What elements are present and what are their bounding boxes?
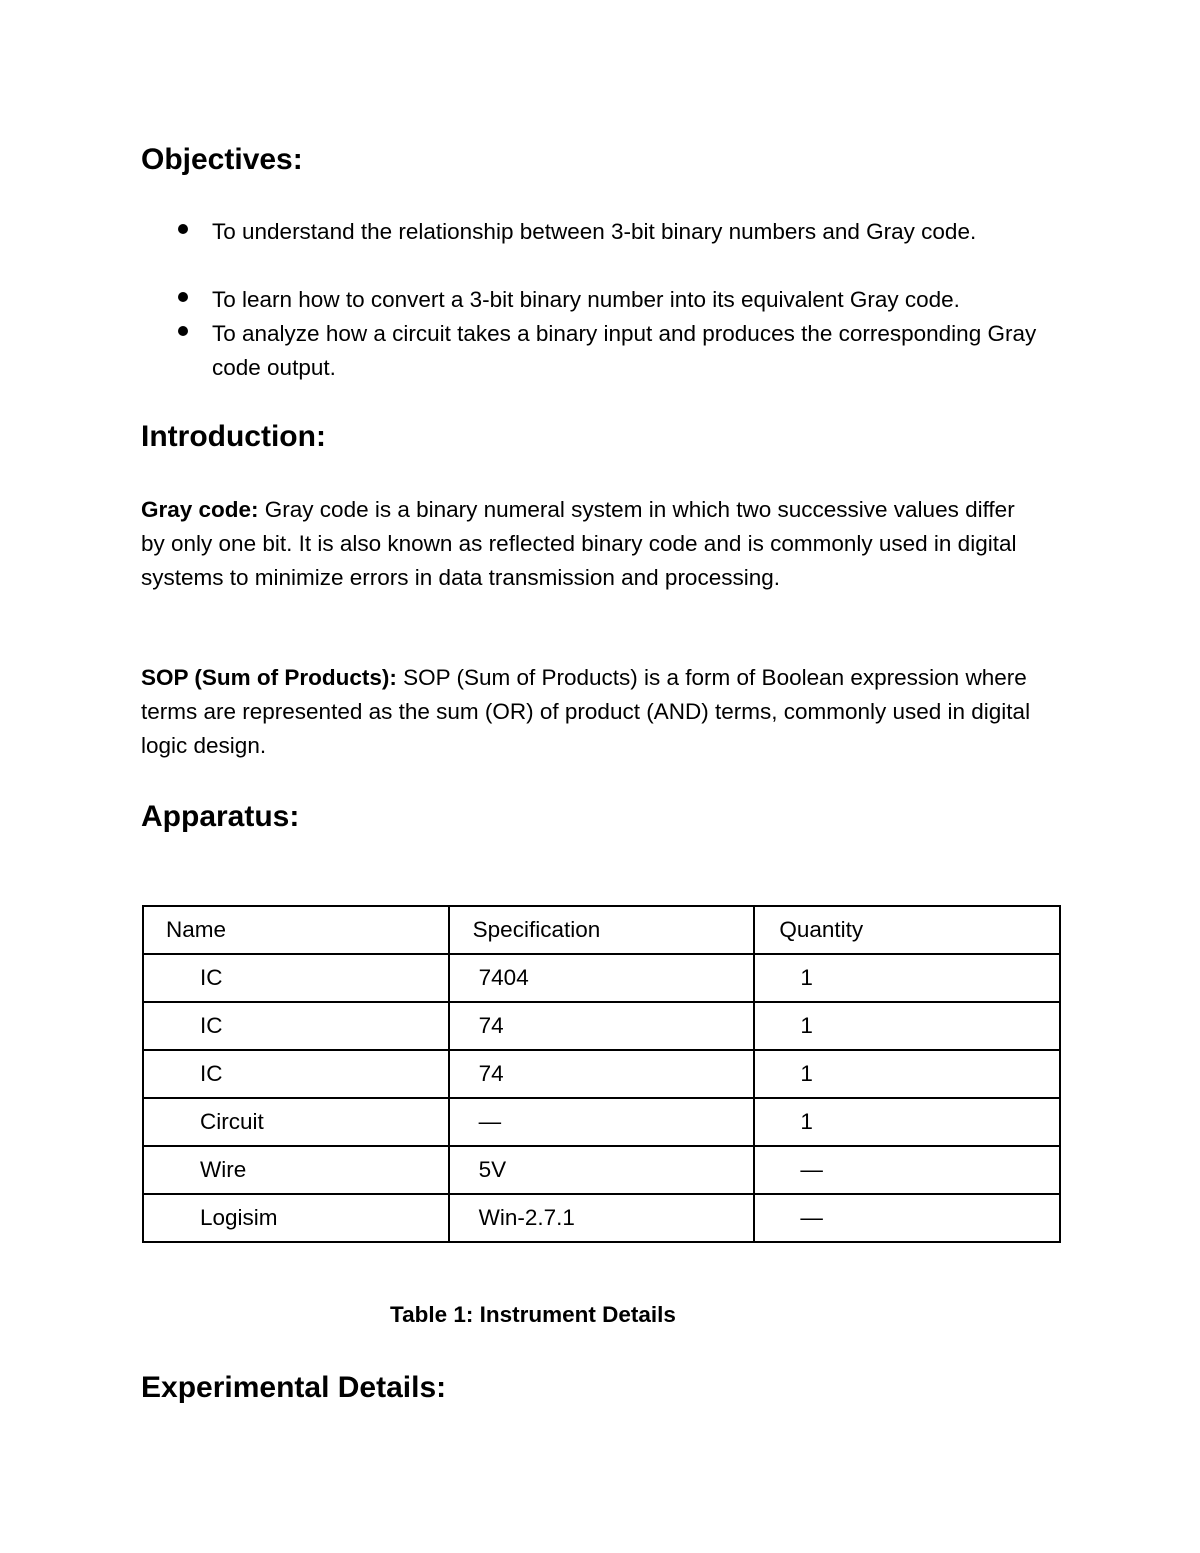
- objective-text: To understand the relationship between 3-bit binary numbers and Gray code.: [212, 219, 977, 244]
- objectives-heading: Objectives:: [141, 143, 303, 176]
- objective-item: [178, 215, 1078, 249]
- table-row: [143, 1050, 1060, 1098]
- apparatus-heading: Apparatus:: [141, 800, 300, 833]
- table-cell-specification: Win-2.7.1: [449, 1194, 755, 1242]
- objective-text: To analyze how a circuit takes a binary input and produces the corresponding Gray code output.: [212, 321, 1037, 380]
- table-row: [143, 1002, 1060, 1050]
- column-header-quantity: Quantity: [754, 906, 1060, 954]
- table-cell-name: Wire: [143, 1146, 449, 1194]
- table-row: [143, 1146, 1060, 1194]
- table-cell-specification: 74: [449, 1050, 755, 1098]
- objective-item: [178, 283, 1078, 317]
- bullet-icon: [178, 224, 188, 234]
- column-header-name: Name: [143, 906, 449, 954]
- apparatus-table: [142, 905, 1061, 1243]
- table-cell-quantity: 1: [754, 1002, 1060, 1050]
- table-cell-quantity: 1: [754, 1050, 1060, 1098]
- sop-definition: SOP (Sum of Products) is a form of Boolean expression where terms are represented as the sum (OR) of product (AND) terms, commonly used in digital logic design.: [141, 665, 1031, 758]
- introduction-heading: Introduction:: [141, 420, 326, 453]
- table-cell-specification: —: [449, 1098, 755, 1146]
- sop-paragraph: [141, 661, 1041, 763]
- table-row: [143, 1194, 1060, 1242]
- table-row: [143, 954, 1060, 1002]
- table-cell-quantity: —: [754, 1194, 1060, 1242]
- experimental-details-heading: Experimental Details:: [141, 1371, 447, 1404]
- table-caption: Table 1: Instrument Details: [390, 1302, 676, 1327]
- table-row: [143, 1098, 1060, 1146]
- bullet-icon: [178, 326, 188, 336]
- table-cell-name: Circuit: [143, 1098, 449, 1146]
- table-cell-name: Logisim: [143, 1194, 449, 1242]
- table-cell-quantity: 1: [754, 954, 1060, 1002]
- table-cell-quantity: —: [754, 1146, 1060, 1194]
- table-cell-name: IC: [143, 1002, 449, 1050]
- objective-item: [178, 317, 1078, 385]
- gray-code-paragraph: [141, 493, 1041, 595]
- sop-term: SOP (Sum of Products):: [141, 665, 397, 690]
- table-cell-specification: 5V: [449, 1146, 755, 1194]
- table-cell-quantity: 1: [754, 1098, 1060, 1146]
- column-header-specification: Specification: [449, 906, 755, 954]
- objective-text: To learn how to convert a 3-bit binary number into its equivalent Gray code.: [212, 287, 960, 312]
- table-cell-name: IC: [143, 1050, 449, 1098]
- table-header-row: [143, 906, 1060, 954]
- bullet-icon: [178, 292, 188, 302]
- table-cell-name: IC: [143, 954, 449, 1002]
- table-cell-specification: 74: [449, 1002, 755, 1050]
- gray-code-term: Gray code:: [141, 497, 259, 522]
- table-cell-specification: 7404: [449, 954, 755, 1002]
- gray-code-definition: Gray code is a binary numeral system in which two successive values differ by only one bit. It is also known as reflected binary code and is commonly used in digital systems to minimize errors in data transmission and processing.: [141, 497, 1017, 590]
